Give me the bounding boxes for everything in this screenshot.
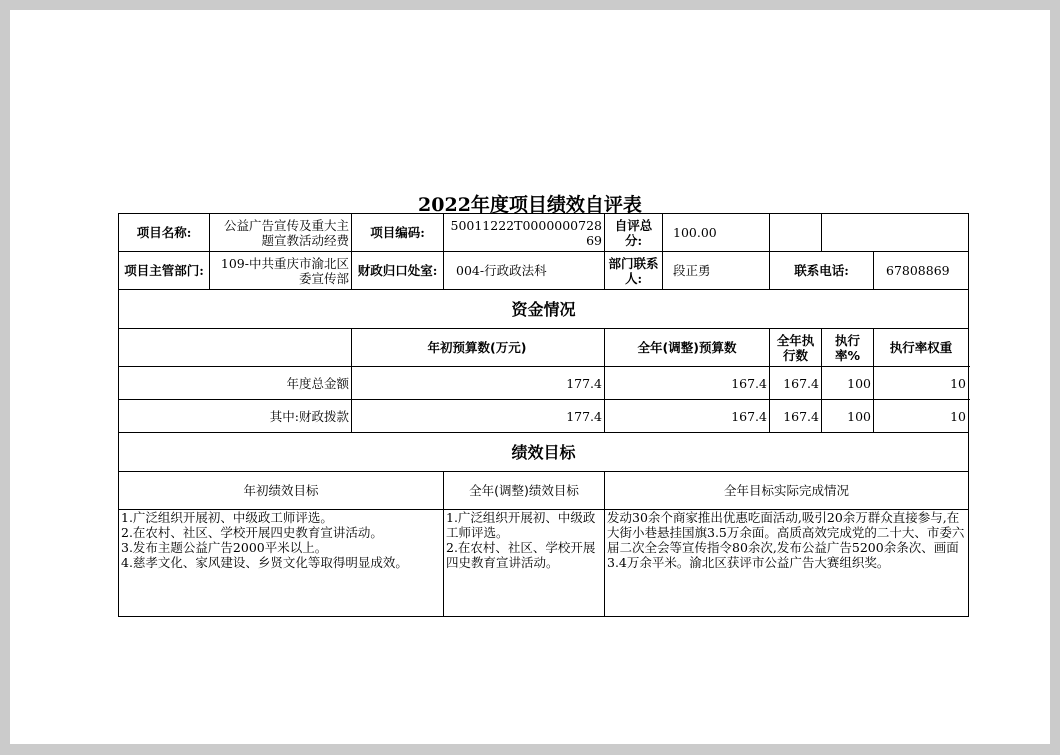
funds-cell: 177.4 [352,400,605,433]
funds-cell: 10 [874,400,969,433]
goals-header: 全年目标实际完成情况 [605,472,969,510]
project-name-label: 项目名称: [119,214,210,252]
funds-cell: 167.4 [770,367,822,400]
phone-label: 联系电话: [770,252,874,290]
initial-goal-item: 3.发布主题公益广告2000平米以上。 [121,540,328,555]
funds-header: 全年执行数 [770,329,822,367]
phone-value: 67808869 [874,252,969,290]
score-value: 100.00 [663,214,770,252]
funds-header-row [119,329,969,367]
funds-header: 执行率权重 [874,329,969,367]
funds-section-row [119,290,969,329]
goals-header: 年初绩效目标 [119,472,444,510]
goals-section-row [119,433,969,472]
funds-cell: 167.4 [605,367,770,400]
empty-cell [119,329,352,367]
department-value: 109-中共重庆市渝北区委宣传部 [210,252,352,290]
project-code-label: 项目编码: [352,214,444,252]
contact-label: 部门联系人: [605,252,663,290]
adjusted-goal-item: 2.在农村、社区、学校开展四史教育宣讲活动。 [446,540,596,570]
finance-office-value: 004-行政政法科 [444,252,605,290]
empty-cell [770,214,822,252]
goals-section-title: 绩效目标 [119,433,969,472]
score-label: 自评总分: [605,214,663,252]
adjusted-goals-cell [444,510,605,617]
adjusted-goal-item: 1.广泛组织开展初、中级政工师评选。 [446,510,596,540]
page-title: 2022年度项目绩效自评表 [418,194,642,216]
funds-header: 年初预算数(万元) [352,329,605,367]
actual-completion-cell: 发动30余个商家推出优惠吃面活动,吸引20余万群众直接参与,在大街小巷悬挂国旗3.5万余面。高质高效完成党的二十大、市委六届二次全会等宣传指令80余次,发布公益广告5200余条次、画面3.4万余平米。渝北区获评市公益广告大赛组织奖。 [605,510,969,617]
info-row-1 [119,214,969,252]
funds-row-fiscal [119,400,969,433]
funds-row-label: 年度总金额 [119,367,352,400]
funds-cell: 10 [874,367,969,400]
goals-content-row [119,510,969,617]
initial-goal-item: 2.在农村、社区、学校开展四史教育宣讲活动。 [121,525,383,540]
funds-row-label: 其中:财政拨款 [119,400,352,433]
funds-section-title: 资金情况 [119,290,969,329]
finance-office-label: 财政归口处室: [352,252,444,290]
project-code-value: 50011222T000000072869 [444,214,605,252]
initial-goals-cell [119,510,444,617]
funds-cell: 167.4 [605,400,770,433]
goals-header: 全年(调整)绩效目标 [444,472,605,510]
initial-goal-item: 4.慈孝文化、家风建设、乡贤文化等取得明显成效。 [121,555,408,570]
evaluation-table [118,213,969,617]
funds-header: 全年(调整)预算数 [605,329,770,367]
info-row-2 [119,252,969,290]
initial-goal-item: 1.广泛组织开展初、中级政工师评选。 [121,510,333,525]
funds-cell: 100 [822,367,874,400]
funds-cell: 100 [822,400,874,433]
funds-row-total [119,367,969,400]
funds-header: 执行率% [822,329,874,367]
funds-cell: 177.4 [352,367,605,400]
document-page [10,10,1050,744]
department-label: 项目主管部门: [119,252,210,290]
contact-value: 段正勇 [663,252,770,290]
project-name-value: 公益广告宣传及重大主题宣教活动经费 [210,214,352,252]
goals-header-row [119,472,969,510]
empty-cell [822,214,969,252]
funds-cell: 167.4 [770,400,822,433]
